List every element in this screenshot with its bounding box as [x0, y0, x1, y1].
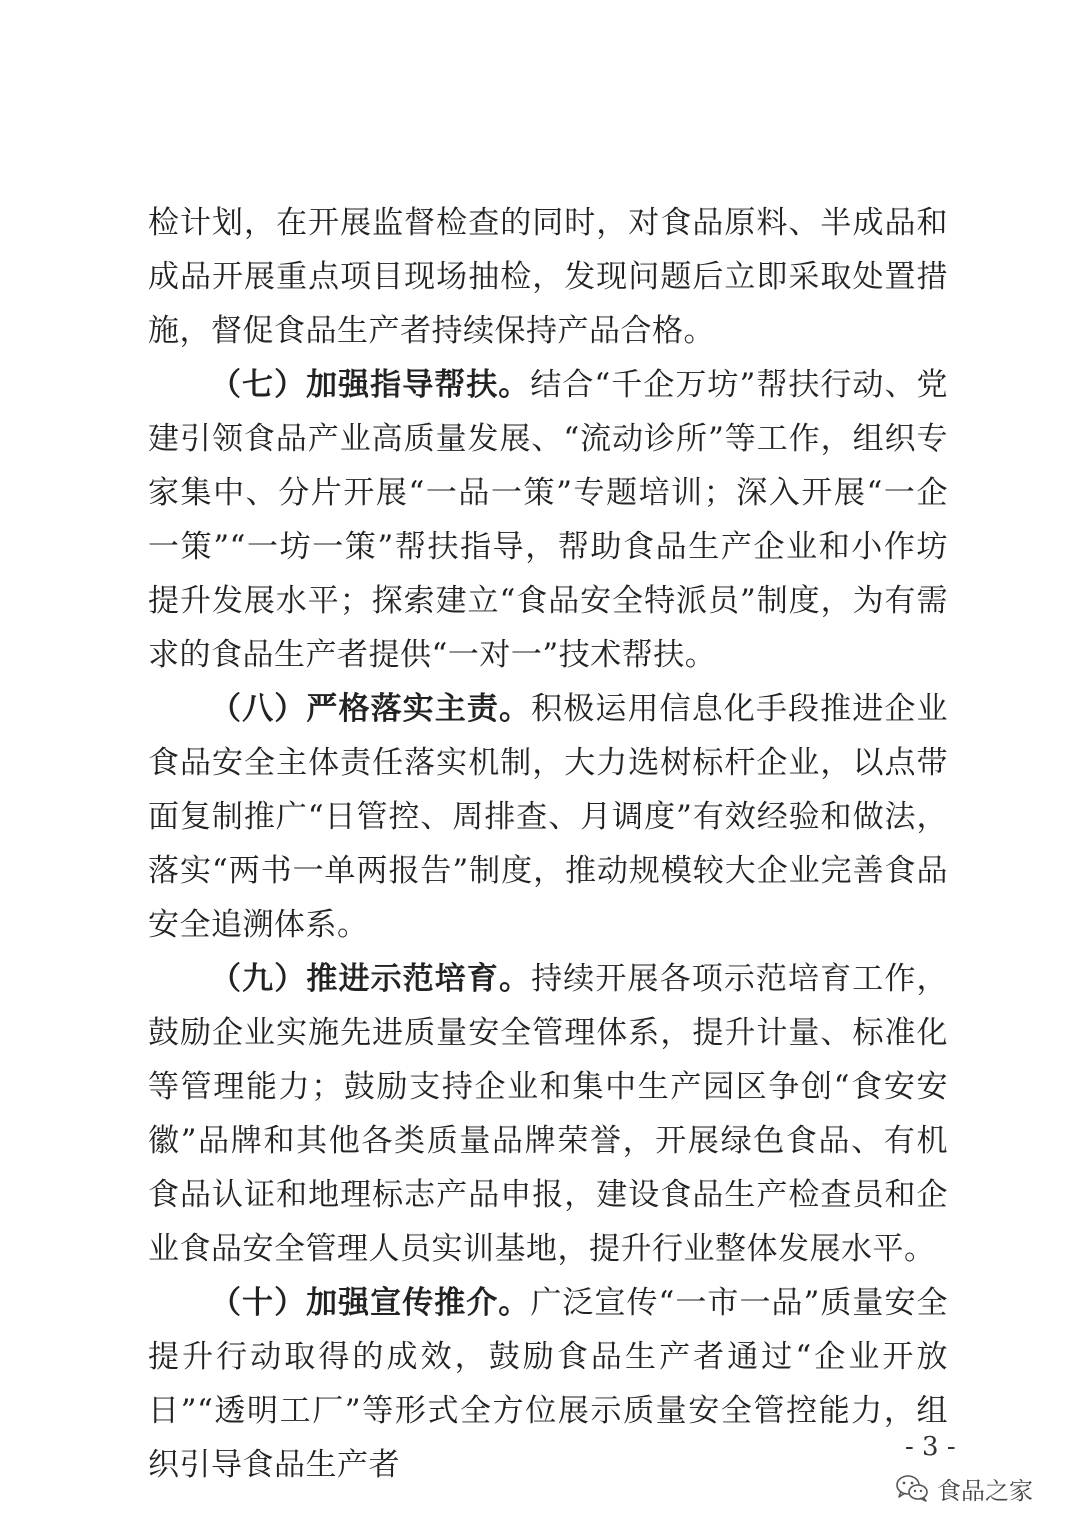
section-paragraph-8 — [148, 682, 948, 952]
watermark — [895, 1468, 1033, 1508]
section-body-7: 结合“千企万坊”帮扶行动、党建引领食品产业高质量发展、“流动诊所”等工作，组织专家集中、分片开展“一品一策”专题培训；深入开展“一企一策”“一坊一策”帮扶指导，帮助食品生产企业和小作坊提升发展水平；探索建立“食品安全特派员”制度，为有需求的食品生产者提供“一对一”技术帮扶。 — [148, 367, 949, 673]
wechat-icon — [895, 1473, 929, 1503]
section-paragraph-10 — [148, 1276, 948, 1492]
section-body-8: 积极运用信息化手段推进企业食品安全主体责任落实机制，大力选树标杆企业，以点带面复制推广“日管控、周排查、月调度”有效经验和做法，落实“两书一单两报告”制度，推动规模较大企业完善食品安全追溯体系。 — [148, 691, 949, 943]
section-body-9: 持续开展各项示范培育工作，鼓励企业实施先进质量安全管理体系，提升计量、标准化等管理能力；鼓励支持企业和集中生产园区争创“食安安徽”品牌和其他各类质量品牌荣誉，开展绿色食品、有机食品认证和地理标志产品申报，建设食品生产检查员和企业食品安全管理人员实训基地，提升行业整体发展水平。 — [148, 961, 949, 1267]
page-number: - 3 - — [905, 1432, 956, 1462]
section-heading-9: （九）推进示范培育。 — [210, 961, 532, 997]
watermark-label: 食品之家 — [937, 1476, 1033, 1505]
section-body-10: 广泛宣传“一市一品”质量安全提升行动取得的成效，鼓励食品生产者通过“企业开放日”“透明工厂”等形式全方位展示质量安全管控能力，组织引导食品生产者 — [148, 1285, 949, 1483]
section-paragraph-9 — [148, 952, 948, 1276]
section-heading-8: （八）严格落实主责。 — [210, 691, 532, 727]
intro-paragraph: 检计划，在开展监督检查的同时，对食品原料、半成品和成品开展重点项目现场抽检，发现问题后立即采取处置措施，督促食品生产者持续保持产品合格。 — [148, 205, 948, 349]
document-body — [148, 196, 948, 1492]
section-paragraph-7 — [148, 358, 948, 682]
section-heading-7: （七）加强指导帮扶。 — [210, 367, 531, 403]
section-heading-10: （十）加强宣传推介。 — [210, 1285, 531, 1321]
